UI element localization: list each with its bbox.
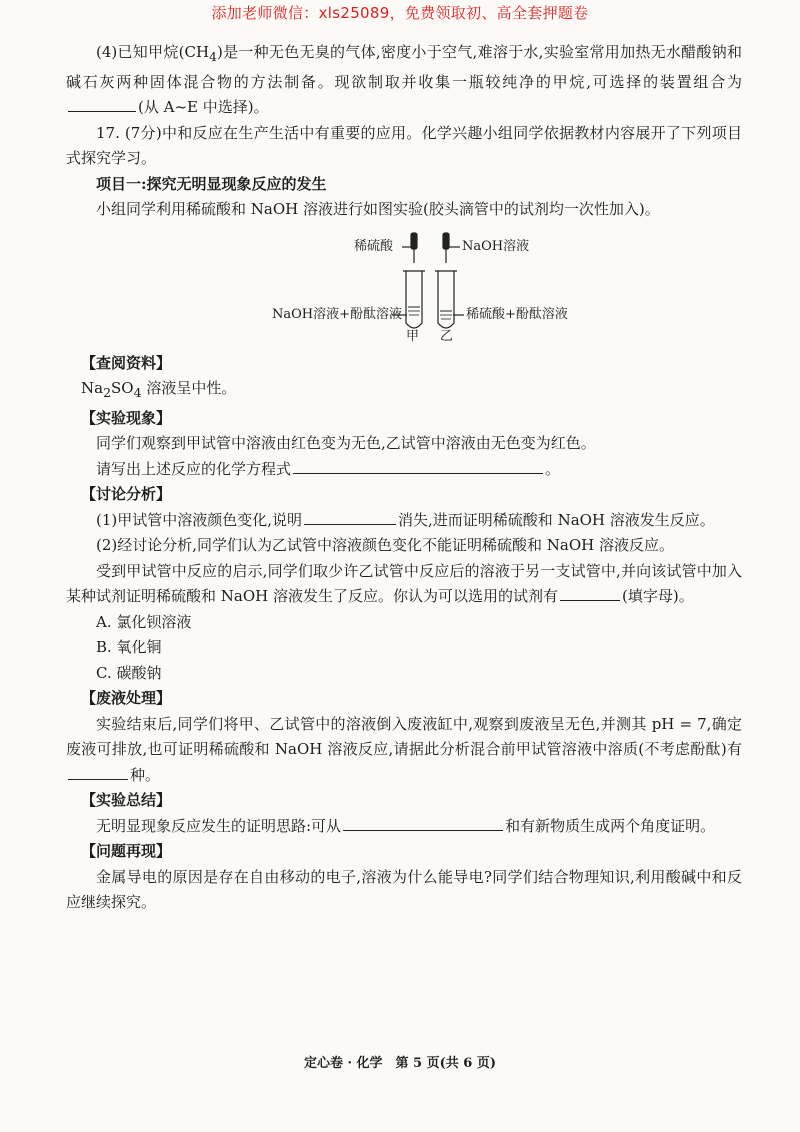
answer-blank-apparatus[interactable] — [68, 95, 136, 112]
discussion-q1: (1)甲试管中溶液颜色变化,说明 消失,进而证明稀硫酸和 NaOH 溶液发生反应。 — [66, 508, 742, 534]
option-b: B. 氧化铜 — [96, 638, 162, 656]
q16-part4: (4)已知甲烷$(CH_4)$是一种无色无臭的气体,密度小于空气,难溶于水,实验室常用加热无水醋酸钠和碱石灰两种固体混合物的方法制备。现欲制取并收集一瓶较纯净的甲烷,可选择的装置组合为(从 A~E 中选择)。 — [66, 43, 742, 116]
label-dilute-sulfuric-acid-dropper: 稀硫酸 — [354, 238, 394, 254]
answer-blank-disappear[interactable] — [304, 508, 396, 525]
answer-blank-reagent[interactable] — [560, 584, 620, 601]
label-jia-solution: NaOH溶液+酚酞溶液 — [272, 306, 403, 322]
reference-heading: 【查阅资料】 — [81, 353, 172, 372]
answer-blank-approach[interactable] — [343, 814, 503, 831]
summary-heading: 【实验总结】 — [81, 791, 172, 809]
dropper-bulb-jia — [411, 233, 417, 249]
test-tube-yi — [438, 271, 454, 328]
answer-blank-solute-count[interactable] — [68, 763, 128, 780]
option-a: A. 氯化钡溶液 — [96, 612, 192, 631]
dropper-bulb-yi — [443, 233, 449, 249]
test-tube-diagram — [66, 227, 742, 349]
label-naoh-dropper: NaOH溶液 — [462, 238, 530, 254]
page-content — [66, 40, 742, 916]
discussion-q2b: 受到甲试管中反应的启示,同学们取少许乙试管中反应后的溶液于另一支试管中,并向该试管中加入某种试剂证明稀硫酸和 NaOH 溶液发生了反应。你认为可以选用的试剂有 (填字母)。 — [66, 561, 742, 605]
summary-text: 无明显现象反应发生的证明思路:可从 和有新物质生成两个角度证明。 — [66, 814, 742, 840]
discussion-heading: 【讨论分析】 — [81, 485, 172, 503]
waste-heading: 【废液处理】 — [81, 689, 172, 707]
discussion-q2: (2)经讨论分析,同学们认为乙试管中溶液颜色变化不能证明稀硫酸和 NaOH 溶液反应。 — [96, 536, 675, 554]
project1-title: 项目一:探究无明显现象反应的发生 — [96, 174, 327, 193]
answer-blank-equation[interactable] — [293, 457, 543, 474]
label-yi: 乙 — [440, 328, 454, 344]
waste-text: 实验结束后,同学们将甲、乙试管中的溶液倒入废液缸中,观察到废液呈无色,并测其 pH = 7,确定废液可排放,也可证明稀硫酸和 NaOH 溶液反应,请据此分析混合前甲试管溶液中溶质(不考虑酚酞)有种。 — [66, 714, 742, 784]
reproduce-text: 金属导电的原因是存在自由移动的电子,溶液为什么能导电?同学们结合物理知识,利用酸碱中和反应继续探究。 — [66, 867, 742, 911]
reproduce-heading: 【问题再现】 — [81, 842, 172, 860]
option-c: C. 碳酸钠 — [96, 663, 162, 682]
experiment-description: 小组同学利用稀硫酸和 NaOH 溶液进行如图实验(胶头滴管中的试剂均一次性加入)。 — [96, 200, 660, 218]
label-jia: 甲 — [406, 328, 420, 344]
test-tube-jia — [406, 271, 422, 328]
phenomenon-text: 同学们观察到甲试管中溶液由红色变为无色,乙试管中溶液由无色变为红色。 — [96, 434, 596, 452]
phenomenon-heading: 【实验现象】 — [81, 408, 172, 427]
page-footer: 定心卷 · 化学 第 5 页(共 6 页) — [303, 1056, 497, 1071]
reference-text: $Na_2SO_4$ 溶液呈中性。 — [81, 379, 237, 400]
q17-intro: 17. (7分)中和反应在生产生活中有重要的应用。化学兴趣小组同学依据教材内容展开了下列项目式探究学习。 — [66, 123, 742, 167]
test-tube-figure — [66, 227, 742, 349]
watermark-header: 添加老师微信：xls25089，免费领取初、高全套押题卷 — [211, 4, 589, 22]
label-yi-solution: 稀硫酸+酚酞溶液 — [466, 306, 568, 322]
equation-prompt: 请写出上述反应的化学方程式 。 — [66, 457, 742, 483]
